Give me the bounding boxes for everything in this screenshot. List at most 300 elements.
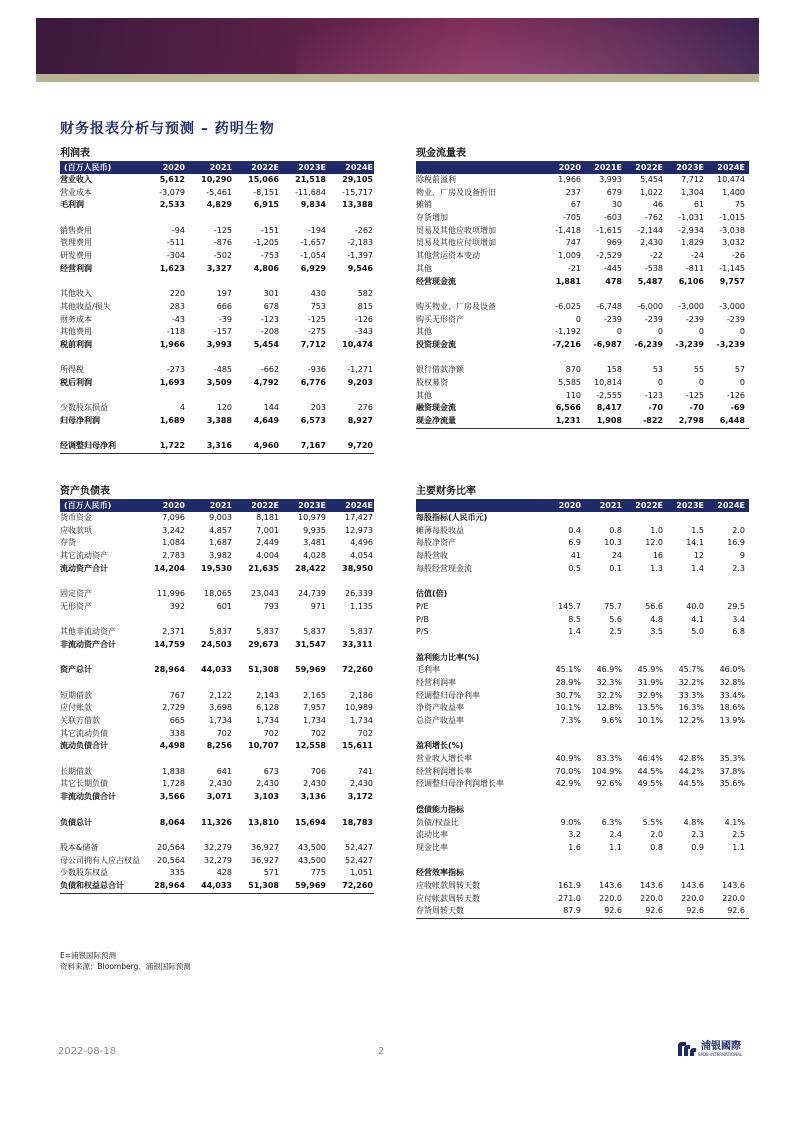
cell-value: 4,004 (256, 551, 279, 561)
cell-value: 6,128 (256, 703, 279, 713)
row-label: 融资现金流 (416, 403, 456, 413)
row-label: P/B (416, 614, 430, 624)
cell-value (540, 588, 581, 601)
cell-value: 338 (169, 728, 185, 738)
cell-value: 5.5% (642, 817, 663, 827)
table-row (416, 652, 749, 665)
cell-value: 158 (606, 365, 622, 375)
year-header: 2024E (717, 501, 745, 510)
cell-value: 5,487 (637, 276, 663, 286)
table-row (416, 402, 749, 415)
row-label: 流动比率 (416, 830, 448, 840)
cell-value: 870 (565, 365, 581, 375)
cell-value: -118 (166, 327, 185, 337)
cell-value: 42.8% (678, 754, 704, 764)
cell-value: 144 (263, 403, 279, 413)
year-header: 2022E (251, 163, 279, 172)
cell-value: 3,388 (206, 416, 232, 426)
cell-value (540, 804, 581, 817)
row-label: 负债/权益比 (416, 817, 459, 827)
cell-value: 301 (263, 289, 279, 299)
spacer-row (60, 804, 374, 817)
cell-value (704, 652, 745, 665)
table-row (416, 537, 749, 550)
table-row (416, 740, 749, 753)
row-label: 固定资产 (60, 589, 92, 599)
spacer-row (60, 352, 374, 365)
cell-value: 3,993 (599, 175, 622, 184)
table-header: 主要财务比率 (416, 486, 749, 500)
cell-value: -11,684 (295, 187, 326, 197)
cell-value: 8,417 (596, 403, 622, 413)
row-label: 流动负债合计 (60, 741, 108, 751)
row-label: 物业、厂房及设备折旧 (416, 187, 496, 197)
cell-value: 4,792 (253, 378, 279, 387)
cell-value: 46.9% (596, 665, 622, 675)
table-row (416, 326, 749, 339)
cell-value: 478 (605, 276, 622, 286)
table-row (416, 588, 749, 601)
row-label: 其他 (416, 327, 432, 337)
cell-value: 46.4% (637, 754, 663, 764)
year-header: 2021 (599, 501, 622, 510)
cell-value: 2,430 (209, 779, 232, 789)
cell-value: -603 (603, 213, 622, 223)
table-header: 现金流量表 (416, 148, 749, 162)
cell-value: -502 (213, 251, 232, 261)
table-row (416, 199, 749, 212)
year-header: 2020 (558, 163, 581, 172)
cell-value: 702 (216, 728, 232, 738)
cell-value: 1,734 (209, 716, 232, 725)
row-label: 少数股东损益 (60, 403, 108, 413)
cell-value: 1,009 (558, 251, 581, 261)
cell-value: 92.6% (596, 779, 622, 789)
spacer-row (416, 288, 749, 301)
cell-value: 775 (310, 868, 326, 878)
cell-value: -1,418 (555, 225, 581, 235)
row-label: 经调整归母净利 (60, 441, 116, 451)
cell-value: 220 (169, 289, 185, 299)
cell-value: 13,810 (248, 817, 279, 827)
cell-value: 31,547 (295, 639, 326, 649)
row-label: 其他非流动资产 (60, 627, 116, 637)
cell-value: 10.1% (637, 716, 663, 725)
cell-value: -157 (213, 327, 232, 337)
cell-value (540, 652, 581, 665)
row-label: 应收帐款周转天数 (416, 880, 480, 890)
cell-value: 40.9% (555, 754, 581, 764)
cell-value: -70 (689, 403, 704, 413)
row-label: 摊销 (416, 200, 432, 210)
cell-value: -343 (354, 327, 373, 337)
cell-value: 0 (657, 327, 663, 337)
row-label: 其他营运资本变动 (416, 251, 480, 261)
table-header: 资产负债表 (60, 486, 374, 500)
cell-value: 32.8% (719, 677, 745, 687)
table-row (60, 174, 374, 187)
table-header: 利润表 (60, 148, 374, 162)
cell-value: 2,729 (162, 703, 185, 713)
cell-value: 12.2% (678, 716, 704, 725)
cell-value: 7,096 (162, 513, 185, 522)
cell-value: 21,635 (248, 563, 279, 573)
cell-value: 1.4 (691, 563, 704, 573)
row-label: 应付帐款周转天数 (416, 893, 480, 903)
table-row (60, 791, 374, 804)
cell-value: 12 (693, 551, 704, 561)
cell-value: 0 (616, 327, 622, 337)
cell-value: -705 (562, 213, 581, 223)
spacer-row (416, 575, 749, 588)
table-row (60, 639, 374, 652)
cell-value: 72,260 (342, 665, 373, 675)
table-row (60, 690, 374, 703)
cell-value: 679 (606, 187, 622, 197)
cell-value: 32.2% (678, 677, 704, 687)
cell-value: 92.6 (727, 906, 745, 916)
table-row (416, 626, 749, 639)
cell-value: 44,033 (201, 880, 232, 890)
cell-value: 2,449 (256, 538, 279, 548)
cell-value: 36,927 (251, 842, 279, 852)
cell-value: 220.0 (599, 893, 622, 903)
year-header: 2023E (676, 501, 704, 510)
unit-label: (百万人民币) (64, 501, 112, 510)
cell-value: 44.5% (678, 779, 704, 789)
cell-value: 143.6 (681, 880, 704, 890)
cell-value: 44,033 (201, 665, 232, 675)
cell-value: -3,239 (675, 339, 704, 349)
cell-value: 32.3% (596, 677, 622, 687)
year-header: 2022E (635, 501, 663, 510)
cell-value (622, 804, 663, 817)
row-label: 营业收入增长率 (416, 754, 472, 764)
cell-value: 678 (263, 301, 279, 311)
table-row (60, 715, 374, 728)
cell-value: 161.9 (558, 880, 581, 890)
cell-value: 2,371 (162, 627, 185, 637)
cell-value: 3,172 (347, 792, 373, 802)
table-row (416, 829, 749, 842)
spacer-row (60, 829, 374, 842)
cell-value: 4.1% (724, 817, 745, 827)
cell-value: 197 (216, 289, 232, 299)
cell-value (540, 867, 581, 880)
year-header: 2023E (676, 163, 704, 172)
row-label: 每股营收 (416, 551, 448, 561)
table-row (60, 537, 374, 550)
row-label: 母公司拥有人应占权益 (60, 855, 140, 865)
cell-value: 33.4% (719, 690, 745, 700)
cell-value: 30 (611, 200, 622, 210)
table-row (60, 842, 374, 855)
cell-value (663, 867, 704, 880)
cell-value: 702 (310, 728, 326, 738)
year-header: 2023E (298, 163, 326, 172)
table-row (416, 601, 749, 614)
cell-value: 28,964 (154, 880, 185, 890)
cell-value: -5,461 (206, 187, 232, 197)
cell-value: 31.9% (637, 677, 663, 687)
cell-value: 1.1 (732, 842, 745, 852)
cell-value: 8,927 (347, 416, 373, 426)
table-row (416, 690, 749, 703)
row-label: P/E (416, 601, 429, 611)
table-row (416, 301, 749, 314)
table-row (60, 377, 374, 390)
page-number: 2 (378, 1046, 385, 1057)
table-row (416, 415, 749, 429)
cell-value: -21 (567, 263, 581, 273)
cell-value: 1,838 (162, 766, 185, 776)
table-row (60, 314, 374, 327)
table-row (60, 237, 374, 250)
cell-value: -94 (171, 225, 185, 235)
table-row (416, 550, 749, 563)
cell-value: 145.7 (558, 601, 581, 611)
row-label: 存货周转天数 (416, 906, 464, 916)
cell-value: 9.6% (601, 716, 622, 725)
row-label: 盈利能力比率(%) (416, 652, 480, 662)
cell-value: -8,151 (253, 187, 279, 197)
cell-value: 969 (606, 238, 622, 248)
unit-label: (百万人民币) (64, 163, 112, 172)
cell-value (622, 740, 663, 753)
table-row (60, 512, 374, 525)
cell-value: -22 (649, 251, 663, 261)
cell-value: -239 (685, 314, 704, 324)
table-row (416, 174, 749, 187)
cell-value: -876 (213, 238, 232, 248)
cell-value: -485 (213, 365, 232, 375)
cell-value: 0.8 (609, 525, 622, 535)
cell-value: 665 (169, 716, 185, 725)
cell-value: 1,400 (722, 187, 745, 197)
row-label: 经营利润 (60, 263, 92, 273)
row-label: 经调整归母净利润增长率 (416, 779, 504, 789)
cell-value: 3,136 (300, 792, 326, 802)
spacer-row (60, 753, 374, 766)
cell-value (622, 867, 663, 880)
cell-value: 815 (357, 301, 373, 311)
cell-value: 2,430 (303, 779, 326, 789)
row-label: 货币资金 (60, 513, 92, 522)
table-row (60, 740, 374, 753)
cell-value: -6,239 (634, 339, 663, 349)
row-label: 盈利增长(%) (416, 741, 464, 751)
cell-value: -15,717 (342, 187, 373, 197)
table-row (60, 187, 374, 200)
row-label: 财务成本 (60, 314, 92, 324)
row-label: 非流动负债合计 (60, 792, 116, 802)
year-header: 2020 (162, 163, 185, 172)
cell-value: 1,908 (596, 416, 622, 426)
cell-value: 75.7 (604, 601, 622, 611)
table-row (416, 525, 749, 538)
cell-value: 10,989 (345, 703, 373, 713)
cell-value: -273 (166, 365, 185, 375)
cell-value: 5.0 (691, 627, 704, 637)
financial-ratios-table (416, 486, 749, 919)
cell-value: 6,566 (555, 403, 581, 413)
cell-value: 1,728 (162, 779, 185, 789)
cell-value: 392 (169, 601, 185, 611)
column-header-row (60, 162, 374, 174)
cell-value: 92.6 (604, 906, 622, 916)
year-header: 2021E (594, 163, 622, 172)
table-row (60, 766, 374, 779)
cell-value: -936 (307, 365, 326, 375)
cell-value: 51,308 (248, 665, 279, 675)
logo-subtext: SPDB INTERNATIONAL (698, 1051, 743, 1057)
note-estimate: E=浦银国际预测 (60, 951, 117, 960)
cell-value: -1,145 (719, 263, 745, 273)
cell-value: -194 (307, 225, 326, 235)
cell-value: 220.0 (640, 893, 663, 903)
spacer-row (416, 855, 749, 868)
cell-value: 1,689 (159, 416, 185, 426)
cell-value: 143.6 (722, 880, 745, 890)
cell-value: 0 (739, 327, 745, 337)
cell-value: 9,757 (719, 276, 745, 286)
cell-value: 5,837 (303, 627, 326, 637)
cell-value: 1.6 (568, 842, 581, 852)
cell-value: 3,698 (209, 703, 232, 713)
cell-value: 0.9 (691, 842, 704, 852)
row-label: 其它流动资产 (60, 551, 108, 561)
cell-value: 36,927 (251, 855, 279, 865)
cell-value: 14.1 (686, 538, 704, 548)
cell-value: 51,308 (248, 880, 279, 890)
table-row (60, 199, 374, 212)
row-label: 归母净利润 (60, 416, 100, 426)
row-label: 研发费用 (60, 251, 92, 261)
table-row (416, 250, 749, 263)
table-row (416, 677, 749, 690)
table-row (416, 390, 749, 403)
cell-value: 2.0 (650, 830, 663, 840)
cell-value: 10,474 (717, 175, 745, 184)
cell-value: 33,311 (342, 639, 373, 649)
cell-value: 4,028 (303, 551, 326, 561)
cell-value: 5,837 (350, 627, 373, 637)
cell-value: 4,829 (206, 200, 232, 210)
cell-value: 29,673 (248, 639, 279, 649)
year-header: 2020 (558, 501, 581, 510)
row-label: 贸易及其他应付项增加 (416, 238, 496, 248)
cell-value: 55 (693, 365, 704, 375)
cell-value: 2.5 (609, 627, 622, 637)
cell-value: -762 (644, 213, 663, 223)
row-label: 购买无形资产 (416, 314, 464, 324)
cell-value: 9,546 (347, 263, 373, 273)
table-row (60, 415, 374, 428)
cell-value: 32.9% (637, 690, 663, 700)
cell-value: -3,000 (719, 301, 745, 311)
cell-value: 753 (310, 301, 326, 311)
cell-value: 2,783 (162, 551, 185, 561)
cell-value: 21,518 (295, 175, 326, 184)
table-row (416, 804, 749, 817)
spacer-row (60, 652, 374, 665)
cell-value: 6.8 (732, 627, 745, 637)
row-label: 所得税 (60, 365, 84, 375)
cell-value: 17,427 (345, 513, 373, 522)
cell-value: -123 (644, 390, 663, 400)
cell-value: 335 (169, 868, 185, 878)
row-label: 投资现金流 (416, 339, 456, 349)
row-label: 资产总计 (60, 665, 92, 675)
cell-value: 971 (310, 601, 326, 611)
cell-value (581, 512, 622, 525)
cell-value: 59,969 (295, 880, 326, 890)
table-row (60, 563, 374, 576)
cell-value: -125 (685, 390, 704, 400)
cell-value: 571 (263, 868, 279, 878)
table-row (416, 237, 749, 250)
cell-value: 1.1 (609, 842, 622, 852)
cell-value: 143.6 (640, 880, 663, 890)
cell-value: 11,996 (157, 589, 185, 599)
cell-value: 52,427 (345, 855, 373, 865)
cell-value (704, 804, 745, 817)
table-row (416, 187, 749, 200)
cell-value: -126 (354, 314, 373, 324)
cell-value: 26,339 (345, 589, 373, 599)
cell-value: 4,806 (253, 263, 279, 273)
cell-value: 56.6 (645, 601, 663, 611)
cell-value: 2.5 (732, 830, 745, 840)
cell-value: 4.1 (691, 614, 704, 624)
table-row (60, 288, 374, 301)
cell-value: 6.3% (601, 817, 622, 827)
cell-value: 2,122 (209, 690, 232, 700)
cell-value: 6,106 (678, 276, 704, 286)
cell-value: 14,759 (154, 639, 185, 649)
cell-value: -239 (644, 314, 663, 324)
cell-value: 428 (216, 868, 232, 878)
cell-value: 741 (357, 766, 373, 776)
column-header-row (416, 500, 749, 512)
cell-value: 30.7% (555, 690, 581, 700)
cell-value: 1.3 (650, 563, 663, 573)
cell-value: 3.5 (650, 627, 663, 637)
cell-value: -125 (213, 225, 232, 235)
cell-value: 1,687 (209, 538, 232, 548)
row-label: 现金净流量 (416, 416, 456, 426)
row-label: 无形资产 (60, 601, 92, 611)
table-row (416, 563, 749, 576)
header-stripe (36, 74, 759, 82)
cell-value: 5,585 (558, 378, 581, 387)
row-label: 负债和权益总合计 (60, 880, 124, 890)
cell-value: 23,043 (251, 589, 279, 599)
cell-value: 67 (570, 200, 581, 210)
cell-value (540, 512, 581, 525)
cell-value: -239 (603, 314, 622, 324)
cell-value: 3,071 (206, 792, 232, 802)
cell-value: 18,065 (204, 589, 232, 599)
table-row (60, 601, 374, 614)
cell-value: 32.2% (596, 690, 622, 700)
cell-value: 57 (734, 365, 745, 375)
cell-value: 8,064 (159, 817, 185, 827)
cell-value: 4.8 (650, 614, 663, 624)
table-row (60, 250, 374, 263)
cell-value: 1,722 (159, 441, 185, 451)
row-label: 其他费用 (60, 327, 92, 337)
